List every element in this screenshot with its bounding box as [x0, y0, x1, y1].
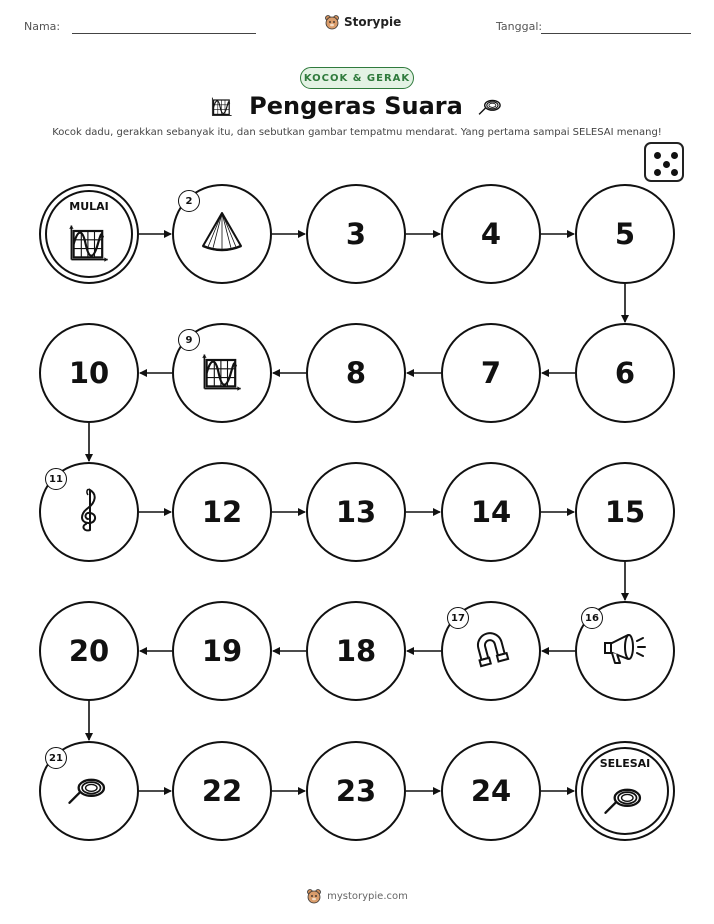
- space-number: 20: [68, 634, 110, 668]
- space-number: 24: [470, 774, 512, 808]
- board-space-12: [172, 462, 272, 562]
- board-space-23: [306, 741, 406, 841]
- footer-url: mystorypie.com: [327, 890, 408, 902]
- board-space-7: [441, 323, 541, 423]
- board-space-10: [39, 323, 139, 423]
- start-space: [39, 184, 139, 284]
- oscilloscope-icon: [67, 220, 111, 268]
- space-number: 3: [345, 217, 367, 251]
- space-number-tag: 11: [45, 468, 67, 490]
- board-space-11: [39, 462, 139, 562]
- board-space-22: [172, 741, 272, 841]
- coil-icon: [602, 781, 648, 821]
- space-number: 4: [480, 217, 502, 251]
- board-space-2: [172, 184, 272, 284]
- space-number: 5: [614, 217, 636, 251]
- space-number: 14: [470, 495, 512, 529]
- space-number-tag: 17: [447, 607, 469, 629]
- board-space-21: [39, 741, 139, 841]
- board-space-4: [441, 184, 541, 284]
- finish-space: [575, 741, 675, 841]
- board-space-13: [306, 462, 406, 562]
- board-space-24: [441, 741, 541, 841]
- finish-label: SELESAI: [599, 757, 651, 770]
- board-space-14: [441, 462, 541, 562]
- board-space-9: [172, 323, 272, 423]
- board-space-19: [172, 601, 272, 701]
- bear-icon: [306, 888, 322, 904]
- space-number: 10: [68, 356, 110, 390]
- name-label: Nama:: [24, 20, 61, 33]
- space-number-tag: 21: [45, 747, 67, 769]
- board-space-17: [441, 601, 541, 701]
- instructions: Kocok dadu, gerakkan sebanyak itu, dan sebutkan gambar tempatmu mendarat. Yang pertama sampai SELESAI menang!: [52, 127, 662, 138]
- space-number: 8: [345, 356, 367, 390]
- footer: [0, 888, 714, 904]
- megaphone-icon: [602, 629, 648, 673]
- magnet-icon: [469, 627, 513, 675]
- space-number: 15: [604, 495, 646, 529]
- board-space-5: [575, 184, 675, 284]
- board-space-15: [575, 462, 675, 562]
- space-number-tag: 16: [581, 607, 603, 629]
- board-space-18: [306, 601, 406, 701]
- cone-icon: [197, 210, 247, 258]
- board-space-16: [575, 601, 675, 701]
- brand-name: Storypie: [344, 15, 402, 29]
- activity-badge: KOCOK & GERAK: [300, 67, 414, 89]
- start-label: MULAI: [69, 200, 109, 213]
- coil-icon: [66, 771, 112, 811]
- space-number: 18: [335, 634, 377, 668]
- treble-clef-icon: [74, 486, 104, 538]
- space-number: 7: [480, 356, 502, 390]
- date-label: Tanggal:: [496, 20, 543, 33]
- space-number: 13: [335, 495, 377, 529]
- board-space-3: [306, 184, 406, 284]
- board-space-8: [306, 323, 406, 423]
- board-space-6: [575, 323, 675, 423]
- space-number: 19: [201, 634, 243, 668]
- space-number: 23: [335, 774, 377, 808]
- space-number: 6: [614, 356, 636, 390]
- space-number: 22: [201, 774, 243, 808]
- space-number: 12: [201, 495, 243, 529]
- space-number-tag: 2: [178, 190, 200, 212]
- space-number-tag: 9: [178, 329, 200, 351]
- title-text: Pengeras Suara: [249, 92, 463, 120]
- oscilloscope-icon: [200, 349, 244, 397]
- board-space-20: [39, 601, 139, 701]
